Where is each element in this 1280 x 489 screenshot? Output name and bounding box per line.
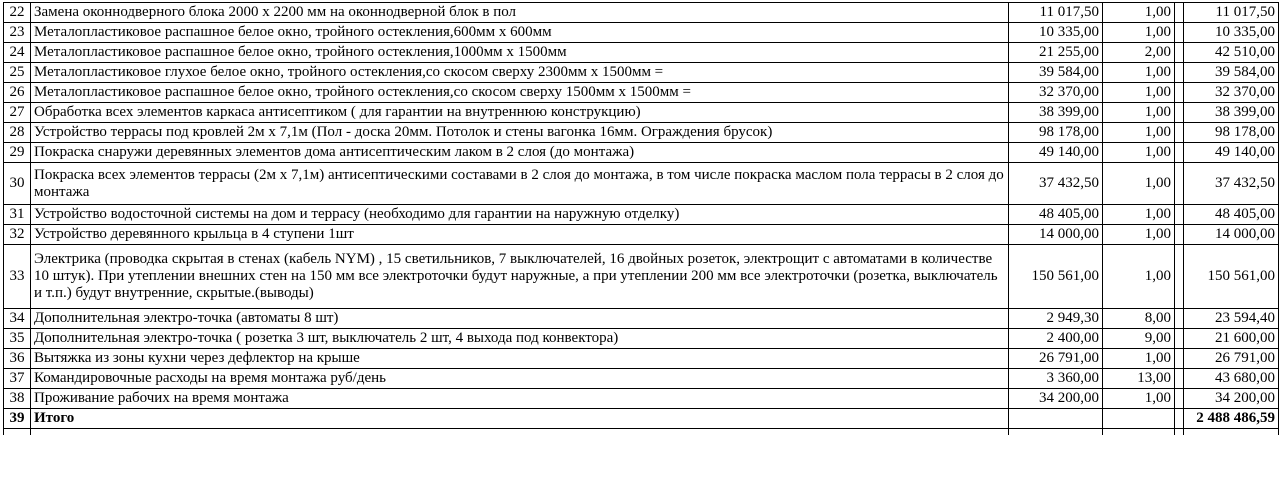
description-cell[interactable]: Дополнительная электро-точка ( розетка 3 шт, выключатель 2 шт, 4 выхода под конвектора) [31, 329, 1009, 349]
total-row [4, 409, 1279, 429]
table-row [4, 3, 1279, 23]
table-row [4, 245, 1279, 309]
quantity-cell[interactable]: 2,00 [1103, 43, 1175, 63]
sum-cell[interactable]: 11 017,50 [1184, 3, 1279, 23]
price-cell[interactable]: 49 140,00 [1009, 143, 1103, 163]
sum-cell[interactable]: 98 178,00 [1184, 123, 1279, 143]
sum-cell[interactable]: 49 140,00 [1184, 143, 1279, 163]
quantity-cell[interactable]: 1,00 [1103, 23, 1175, 43]
quantity-cell[interactable]: 1,00 [1103, 245, 1175, 309]
table-row [4, 329, 1279, 349]
table-row [4, 63, 1279, 83]
description-cell[interactable]: Замена оконнодверного блока 2000 х 2200 мм на оконнодверной блок в пол [31, 3, 1009, 23]
description-cell[interactable]: Металопластиковое распашное белое окно, тройного остекления,со скосом сверху 1500мм х 1500мм = [31, 83, 1009, 103]
sum-cell[interactable]: 10 335,00 [1184, 23, 1279, 43]
description-cell[interactable]: Дополнительная электро-точка (автоматы 8 шт) [31, 309, 1009, 329]
spacer-cell[interactable] [1175, 225, 1184, 245]
next-row-partial [4, 429, 1279, 436]
price-cell[interactable]: 2 400,00 [1009, 329, 1103, 349]
description-cell[interactable]: Устройство деревянного крыльца в 4 ступени 1шт [31, 225, 1009, 245]
empty-cell[interactable] [1175, 429, 1184, 436]
row-number-cell[interactable]: 33 [4, 245, 31, 309]
table-row [4, 225, 1279, 245]
total-label-cell[interactable]: Итого [31, 409, 1009, 429]
description-cell[interactable]: Командировочные расходы на время монтажа руб/день [31, 369, 1009, 389]
price-cell[interactable]: 38 399,00 [1009, 103, 1103, 123]
quantity-cell[interactable]: 9,00 [1103, 329, 1175, 349]
description-cell[interactable]: Металопластиковое распашное белое окно, тройного остекления,600мм х 600мм [31, 23, 1009, 43]
sum-cell[interactable]: 39 584,00 [1184, 63, 1279, 83]
row-number-cell[interactable]: 31 [4, 205, 31, 225]
row-number-cell[interactable]: 23 [4, 23, 31, 43]
spacer-cell[interactable] [1175, 245, 1184, 309]
table-row [4, 83, 1279, 103]
spacer-cell[interactable] [1175, 83, 1184, 103]
table-row [4, 43, 1279, 63]
table-row [4, 389, 1279, 409]
quantity-cell[interactable]: 1,00 [1103, 123, 1175, 143]
empty-cell[interactable] [1184, 429, 1279, 436]
sum-cell[interactable]: 14 000,00 [1184, 225, 1279, 245]
spacer-cell[interactable] [1175, 205, 1184, 225]
spacer-cell[interactable] [1175, 103, 1184, 123]
sum-cell[interactable]: 48 405,00 [1184, 205, 1279, 225]
price-cell[interactable]: 98 178,00 [1009, 123, 1103, 143]
spacer-cell[interactable] [1175, 309, 1184, 329]
price-cell[interactable]: 14 000,00 [1009, 225, 1103, 245]
price-cell[interactable]: 32 370,00 [1009, 83, 1103, 103]
price-cell[interactable]: 39 584,00 [1009, 63, 1103, 83]
description-cell[interactable]: Металопластиковое глухое белое окно, тройного остекления,со скосом сверху 2300мм х 1500мм = [31, 63, 1009, 83]
table-row [4, 309, 1279, 329]
row-number-cell[interactable]: 37 [4, 369, 31, 389]
table-row [4, 123, 1279, 143]
quantity-cell[interactable]: 1,00 [1103, 205, 1175, 225]
quantity-cell[interactable]: 1,00 [1103, 225, 1175, 245]
spacer-cell[interactable] [1175, 163, 1184, 205]
quantity-cell[interactable]: 13,00 [1103, 369, 1175, 389]
sum-cell[interactable]: 37 432,50 [1184, 163, 1279, 205]
row-number-cell[interactable]: 35 [4, 329, 31, 349]
spacer-cell[interactable] [1175, 123, 1184, 143]
row-number-cell[interactable]: 30 [4, 163, 31, 205]
sum-cell[interactable]: 150 561,00 [1184, 245, 1279, 309]
price-cell[interactable]: 26 791,00 [1009, 349, 1103, 369]
row-number-cell[interactable]: 32 [4, 225, 31, 245]
sum-cell[interactable]: 21 600,00 [1184, 329, 1279, 349]
empty-cell[interactable] [1103, 429, 1175, 436]
table-row [4, 163, 1279, 205]
sum-cell[interactable]: 26 791,00 [1184, 349, 1279, 369]
description-cell[interactable]: Металопластиковое распашное белое окно, тройного остекления,1000мм х 1500мм [31, 43, 1009, 63]
sum-cell[interactable]: 38 399,00 [1184, 103, 1279, 123]
price-cell[interactable]: 34 200,00 [1009, 389, 1103, 409]
table-row [4, 103, 1279, 123]
description-cell[interactable]: Устройство террасы под кровлей 2м х 7,1м (Пол - доска 20мм. Потолок и стены вагонка 16мм. Ограждения брусок) [31, 123, 1009, 143]
price-cell[interactable]: 11 017,50 [1009, 3, 1103, 23]
description-cell[interactable]: Устройство водосточной системы на дом и террасу (необходимо для гарантии на наружную отделку) [31, 205, 1009, 225]
total-price-cell[interactable] [1009, 409, 1103, 429]
table-row [4, 23, 1279, 43]
sum-cell[interactable]: 43 680,00 [1184, 369, 1279, 389]
spacer-cell[interactable] [1175, 3, 1184, 23]
total-sum-cell[interactable]: 2 488 486,59 [1184, 409, 1279, 429]
spacer-cell[interactable] [1175, 143, 1184, 163]
total-row-number-cell[interactable]: 39 [4, 409, 31, 429]
row-number-cell[interactable]: 22 [4, 3, 31, 23]
price-cell[interactable]: 3 360,00 [1009, 369, 1103, 389]
price-cell[interactable]: 48 405,00 [1009, 205, 1103, 225]
description-cell[interactable]: Проживание рабочих на время монтажа [31, 389, 1009, 409]
spacer-cell[interactable] [1175, 329, 1184, 349]
price-cell[interactable]: 37 432,50 [1009, 163, 1103, 205]
row-number-cell[interactable]: 27 [4, 103, 31, 123]
row-number-cell[interactable]: 38 [4, 389, 31, 409]
price-cell[interactable]: 21 255,00 [1009, 43, 1103, 63]
description-cell[interactable]: Покраска снаружи деревянных элементов дома антисептическим лаком в 2 слоя (до монтажа) [31, 143, 1009, 163]
quantity-cell[interactable]: 1,00 [1103, 163, 1175, 205]
table-row [4, 349, 1279, 369]
row-number-cell[interactable]: 34 [4, 309, 31, 329]
quantity-cell[interactable]: 1,00 [1103, 103, 1175, 123]
table-row [4, 369, 1279, 389]
row-number-cell[interactable]: 28 [4, 123, 31, 143]
quantity-cell[interactable]: 1,00 [1103, 349, 1175, 369]
table-body [4, 3, 1279, 436]
row-number-cell[interactable]: 26 [4, 83, 31, 103]
row-number-cell[interactable]: 29 [4, 143, 31, 163]
spacer-cell[interactable] [1175, 369, 1184, 389]
quantity-cell[interactable]: 1,00 [1103, 3, 1175, 23]
spacer-cell[interactable] [1175, 389, 1184, 409]
row-number-cell[interactable]: 25 [4, 63, 31, 83]
sum-cell[interactable]: 42 510,00 [1184, 43, 1279, 63]
price-cell[interactable]: 150 561,00 [1009, 245, 1103, 309]
table-row [4, 143, 1279, 163]
total-spacer-cell[interactable] [1175, 409, 1184, 429]
spacer-cell[interactable] [1175, 23, 1184, 43]
description-cell[interactable]: Обработка всех элементов каркаса антисептиком ( для гарантии на внутреннюю конструкцию) [31, 103, 1009, 123]
empty-cell[interactable] [4, 429, 31, 436]
row-number-cell[interactable]: 24 [4, 43, 31, 63]
spacer-cell[interactable] [1175, 43, 1184, 63]
sum-cell[interactable]: 23 594,40 [1184, 309, 1279, 329]
empty-cell[interactable] [31, 429, 1009, 436]
estimate-table [3, 2, 1279, 435]
total-quantity-cell[interactable] [1103, 409, 1175, 429]
quantity-cell[interactable]: 1,00 [1103, 143, 1175, 163]
description-cell[interactable]: Покраска всех элементов террасы (2м х 7,1м) антисептическими составами в 2 слоя до монтажа, в том числе покраска маслом пола террасы в 2 слоя до монтажа [31, 163, 1009, 205]
sum-cell[interactable]: 34 200,00 [1184, 389, 1279, 409]
price-cell[interactable]: 10 335,00 [1009, 23, 1103, 43]
quantity-cell[interactable]: 1,00 [1103, 63, 1175, 83]
price-cell[interactable]: 2 949,30 [1009, 309, 1103, 329]
quantity-cell[interactable]: 1,00 [1103, 83, 1175, 103]
table-row [4, 205, 1279, 225]
empty-cell[interactable] [1009, 429, 1103, 436]
quantity-cell[interactable]: 1,00 [1103, 389, 1175, 409]
description-cell[interactable]: Электрика (проводка скрытая в стенах (кабель NYM) , 15 светильников, 7 выключателей, 16 двойных розеток, электрощит с автоматами в количестве 10 штук). При утеплении внешних стен на 150 мм все электроточки будут наружные, а при утеплении 200 мм все электроточки (розетка, выключатель и т.п.) будут внутренние, скрытые.(выводы) [31, 245, 1009, 309]
row-number-cell[interactable]: 36 [4, 349, 31, 369]
sum-cell[interactable]: 32 370,00 [1184, 83, 1279, 103]
spacer-cell[interactable] [1175, 63, 1184, 83]
description-cell[interactable]: Вытяжка из зоны кухни через дефлектор на крыше [31, 349, 1009, 369]
quantity-cell[interactable]: 8,00 [1103, 309, 1175, 329]
spacer-cell[interactable] [1175, 349, 1184, 369]
